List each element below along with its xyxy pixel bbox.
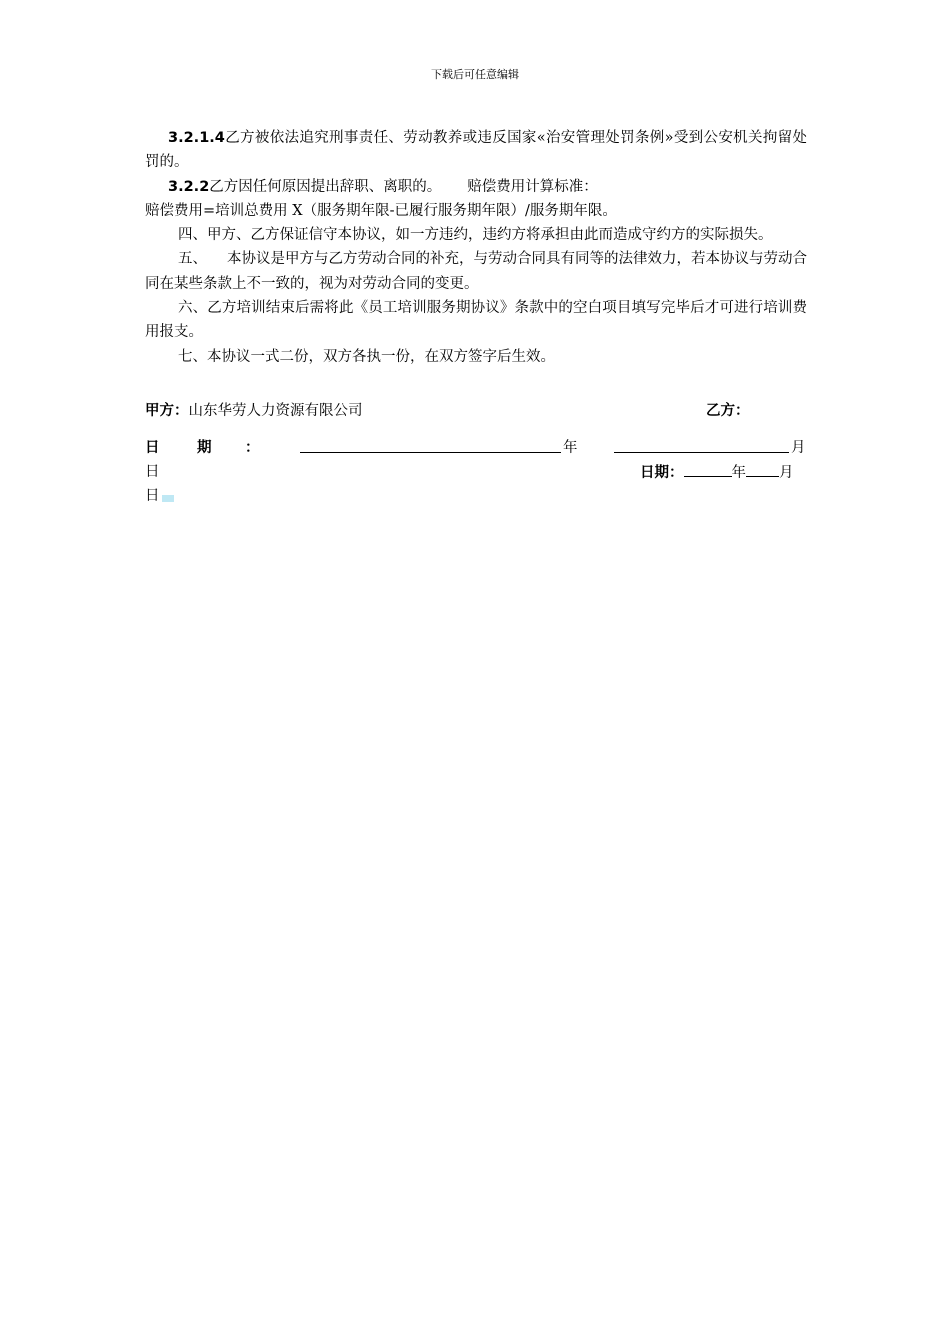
date-blank-line-b[interactable] (614, 436, 789, 453)
month-blank-line[interactable] (746, 460, 779, 477)
date-label-char-2: 期 (197, 439, 212, 456)
signature-party-row (145, 399, 807, 423)
party-a-label: 甲方： (145, 402, 189, 419)
day-label-end: 日 (145, 487, 160, 504)
clause-number: 3.2.2 (168, 178, 210, 195)
year-blank-line[interactable] (684, 460, 732, 477)
compensation-label: 赔偿费用计算标准： (467, 178, 598, 195)
page-header: 下载后可任意编辑 (431, 68, 519, 81)
date-label-char-1: 日 (145, 439, 160, 456)
year-label: 年 (563, 439, 578, 456)
clause-number: 3.2.1.4 (168, 130, 225, 146)
clause-six: 六、乙方培训结束后需将此《员工培训服务期协议》条款中的空白项目填写完毕后才可进行培训费用报支。 (145, 300, 807, 341)
year-label-b: 年 (731, 464, 746, 481)
clause-five (145, 247, 807, 296)
clause-3-2-1-4 (145, 126, 807, 175)
date-blank-line-a[interactable] (300, 436, 561, 453)
clause-number: 五、 (178, 251, 207, 268)
signature-date-row-c (145, 484, 807, 508)
document-body (145, 126, 807, 508)
party-b-date-label: 日期： (640, 464, 684, 481)
signature-date-row-b (145, 460, 807, 484)
clause-four: 四、甲方、乙方保证信守本协议，如一方违约，违约方将承担由此而造成守约方的实际损失。 (178, 227, 773, 244)
party-b-label: 乙方： (706, 402, 750, 419)
party-a-name: 山东华劳人力资源有限公司 (188, 402, 363, 419)
date-label-colon: ： (245, 439, 260, 456)
compensation-formula: 赔偿费用=培训总费用 X（服务期年限-已履行服务期年限）/服务期年限。 (145, 202, 617, 219)
month-label-b: 月 (779, 464, 794, 481)
signature-date-row-a (145, 436, 807, 460)
month-label: 月 (791, 439, 806, 456)
clause-text: 本协议是甲方与乙方劳动合同的补充，与劳动合同具有同等的法律效力，若本协议与劳动合同在某些条款上不一致的，视为对劳动合同的变更。 (145, 251, 807, 292)
clause-3-2-2 (145, 175, 807, 199)
day-label: 日 (145, 463, 160, 480)
clause-seven: 七、本协议一式二份，双方各执一份，在双方签字后生效。 (178, 348, 555, 365)
paragraph-marker-icon (162, 495, 174, 502)
clause-text: 乙方因任何原因提出辞职、离职的。 (209, 178, 442, 195)
clause-text: 乙方被依法追究刑事责任、劳动教养或违反国家«治安管理处罚条例»受到公安机关拘留处罚的。 (145, 130, 807, 171)
